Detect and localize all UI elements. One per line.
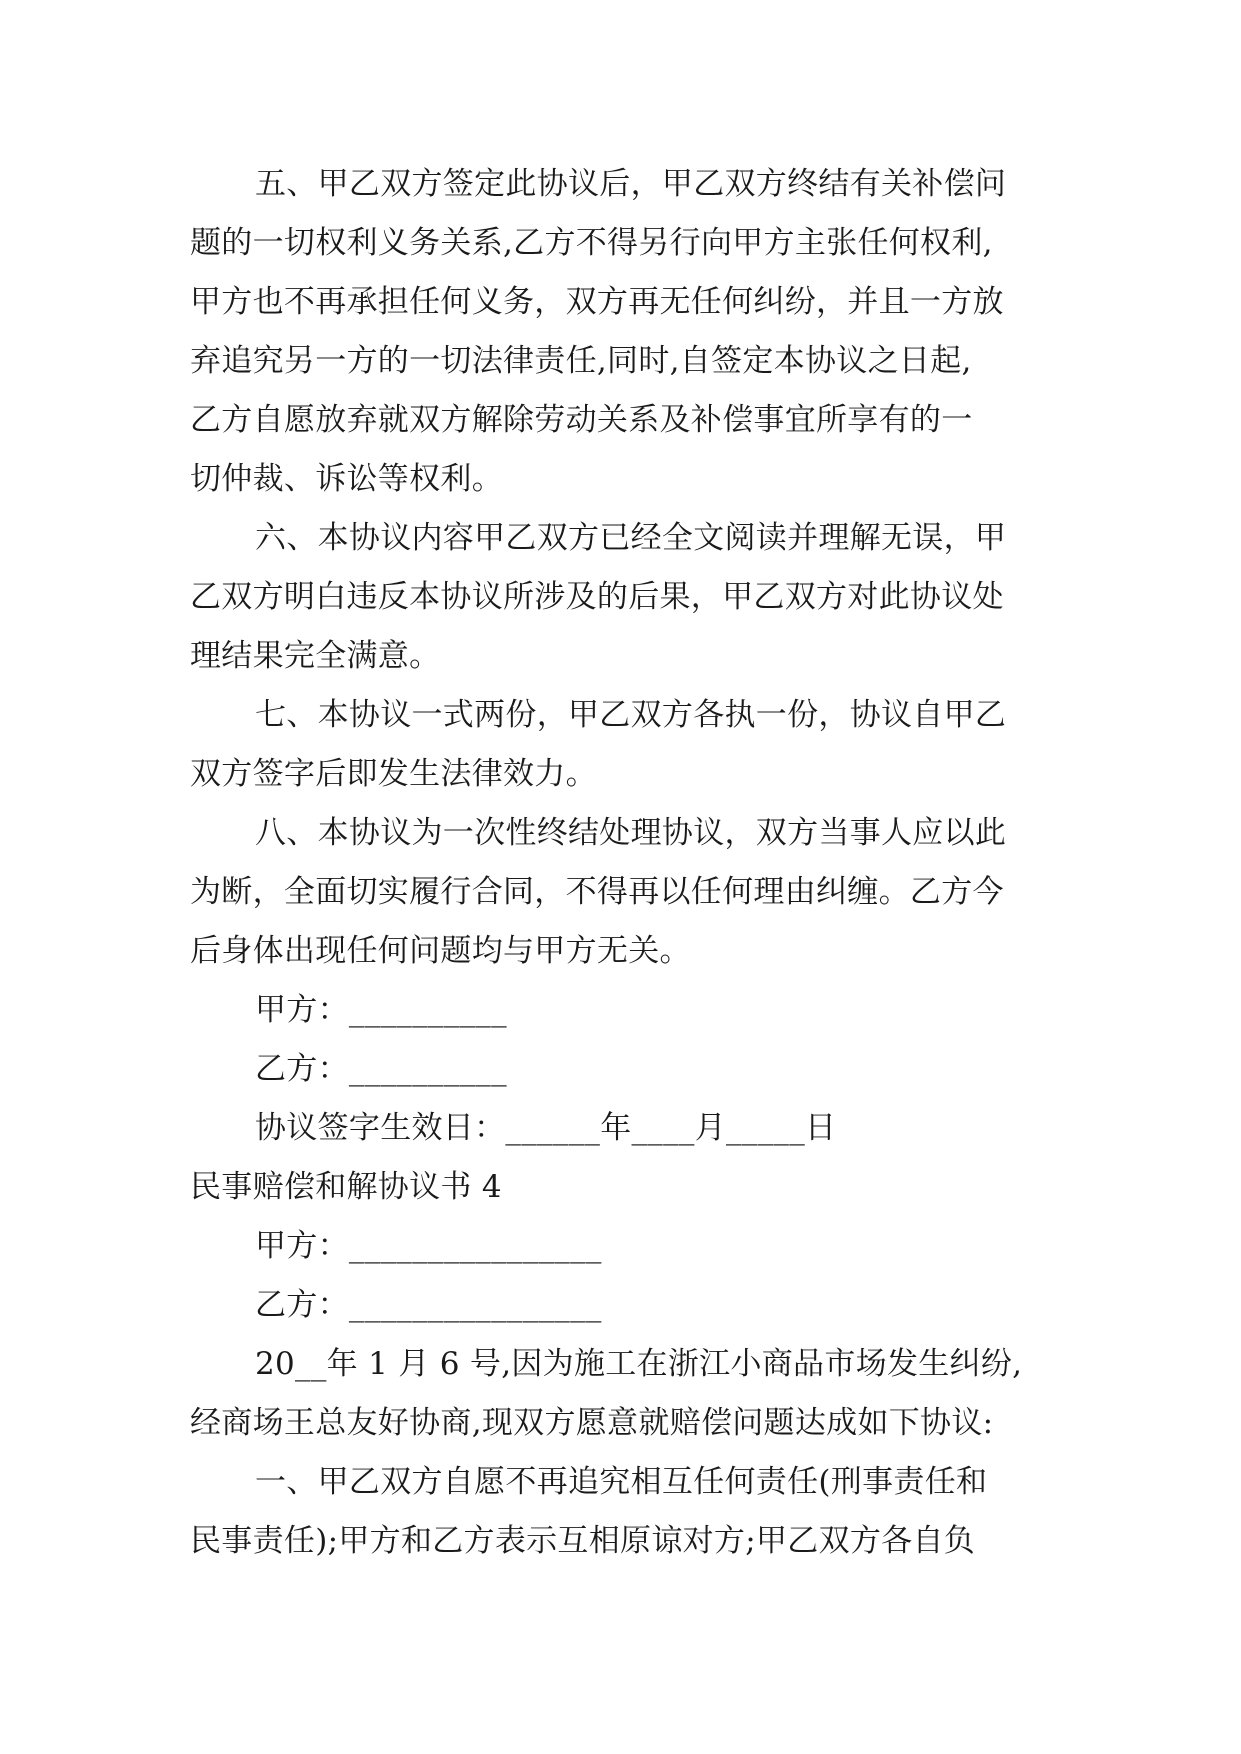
- clause-7-line-2: 双方签字后即发生法律效力。: [190, 756, 597, 792]
- clause-1-line-2: 民事责任);甲方和乙方表示互相原谅对方;甲乙双方各自负: [190, 1523, 976, 1559]
- effective-date-line: 协议签字生效日：______年____月_____日: [255, 1110, 837, 1146]
- clause-6-line-1: 六、本协议内容甲乙双方已经全文阅读并理解无误，甲: [255, 520, 1007, 556]
- clause-5-line-2: 题的一切权利义务关系,乙方不得另行向甲方主张任何权利,: [190, 225, 993, 261]
- preamble-line-1: 20__年 1 月 6 号,因为施工在浙江小商品市场发生纠纷,: [255, 1346, 1023, 1382]
- clause-8-line-3: 后身体出现任何问题均与甲方无关。: [190, 933, 691, 969]
- party-b-signature-line: 乙方：__________: [255, 1051, 507, 1087]
- clause-5-line-5: 乙方自愿放弃就双方解除劳动关系及补偿事宜所享有的一: [190, 402, 973, 438]
- preamble-line-2: 经商场王总友好协商,现双方愿意就赔偿问题达成如下协议:: [190, 1405, 994, 1441]
- document-body: [190, 155, 1090, 1571]
- clause-5-line-3: 甲方也不再承担任何义务，双方再无任何纠纷，并且一方放: [190, 284, 1004, 320]
- clause-5-line-4: 弃追究另一方的一切法律责任,同时,自签定本协议之日起,: [190, 343, 972, 379]
- party-b-line: 乙方：________________: [255, 1287, 602, 1323]
- party-a-line: 甲方：________________: [255, 1228, 602, 1264]
- clause-7-line-1: 七、本协议一式两份，甲乙双方各执一份，协议自甲乙: [255, 697, 1007, 733]
- party-a-signature-line: 甲方：__________: [255, 992, 507, 1028]
- clause-8-line-1: 八、本协议为一次性终结处理协议，双方当事人应以此: [255, 815, 1007, 851]
- section-title: 民事赔偿和解协议书 4: [190, 1169, 502, 1205]
- clause-1-line-1: 一、甲乙双方自愿不再追究相互任何责任(刑事责任和: [255, 1464, 988, 1500]
- clause-6-line-3: 理结果完全满意。: [190, 638, 441, 674]
- clause-8-line-2: 为断，全面切实履行合同，不得再以任何理由纠缠。乙方今: [190, 874, 1004, 910]
- clause-6-line-2: 乙双方明白违反本协议所涉及的后果，甲乙双方对此协议处: [190, 579, 1004, 615]
- clause-5-line-6: 切仲裁、诉讼等权利。: [190, 461, 503, 497]
- clause-5-line-1: 五、甲乙双方签定此协议后，甲乙双方终结有关补偿问: [255, 166, 1007, 202]
